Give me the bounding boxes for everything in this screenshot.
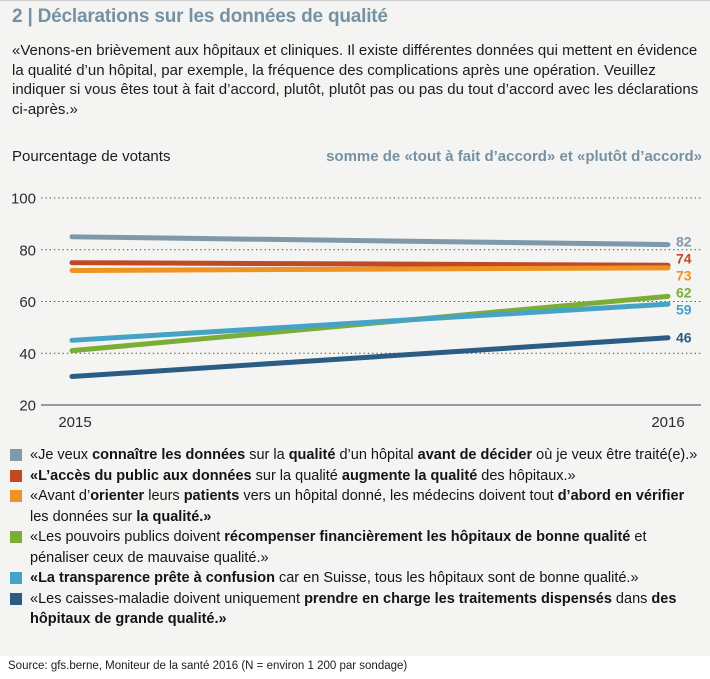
- legend-swatch: [10, 593, 22, 605]
- legend-item-4: [0, 568, 710, 589]
- y-tick-label: 100: [10, 190, 36, 208]
- legend-swatch: [10, 490, 22, 502]
- x-tick-label-2016: 2016: [651, 414, 685, 431]
- legend-swatch: [10, 531, 22, 543]
- legend-item-0: [0, 445, 710, 466]
- value-label-59: 59: [676, 301, 692, 318]
- legend-swatch: [10, 449, 22, 461]
- series-line-0: [72, 237, 668, 245]
- series-line-1: [72, 263, 668, 266]
- chart-subtitle: somme de «tout à fait d’accord» et «plutôt d’accord»: [326, 148, 702, 165]
- legend-item-5: [0, 589, 710, 630]
- legend-swatch: [10, 572, 22, 584]
- legend-item-3: [0, 527, 710, 568]
- legend-item-2: [0, 486, 710, 527]
- page-title: 2 | Déclarations sur les données de qualité: [12, 6, 388, 27]
- legend-item-1: [0, 466, 710, 487]
- y-tick-label: 40: [19, 345, 36, 363]
- series-line-2: [72, 268, 668, 271]
- legend-text: «La transparence prête à confusion car en Suisse, tous les hôpitaux sont de bonne qualité.»: [30, 570, 639, 586]
- legend-swatch: [10, 470, 22, 482]
- legend-text: «Avant d’orienter leurs patients vers un hôpital donné, les médecins doivent tout d’abord en vérifier les données sur la qualité.»: [30, 488, 685, 525]
- source-note: Source: gfs.berne, Moniteur de la santé 2016 (N = environ 1 200 par sondage): [8, 660, 408, 672]
- value-label-74: 74: [676, 250, 692, 267]
- legend-text: «Les caisses-maladie doivent uniquement prendre en charge les traitements dispensés dans des hôpitaux de grande qualité.»: [30, 590, 677, 627]
- chart-header: [12, 148, 702, 165]
- legend-text: «Les pouvoirs publics doivent récompenser financièrement les hôpitaux de bonne qualité et pénaliser ceux de mauvaise qualité.»: [30, 529, 647, 566]
- legend: [0, 445, 710, 630]
- y-tick-label: 20: [19, 397, 36, 415]
- value-label-62: 62: [676, 284, 692, 301]
- series-line-4: [72, 304, 668, 340]
- value-label-73: 73: [676, 267, 692, 284]
- x-tick-label-2015: 2015: [58, 414, 92, 431]
- y-axis-title: Pourcentage de votants: [12, 148, 171, 165]
- intro-quote: «Venons-en brièvement aux hôpitaux et cliniques. Il existe différentes données qui mettent en évidence la qualité d’un hôpital, par exemple, la fréquence des complications après une opération. Veuillez indiquer si vous êtes tout à fait d’accord, plutôt, plutôt pas ou pas du tout d’accord avec les déclarations ci-après.»: [12, 42, 699, 118]
- y-tick-label: 60: [19, 294, 36, 311]
- legend-text: «L’accès du public aux données sur la qualité augmente la qualité des hôpitaux.»: [30, 467, 576, 484]
- trend-chart: [0, 184, 710, 436]
- value-label-46: 46: [676, 329, 692, 346]
- y-tick-label: 80: [19, 242, 36, 260]
- value-label-82: 82: [676, 233, 692, 250]
- legend-text: «Je veux connaître les données sur la qualité d’un hôpital avant de décider où je veux être traité(e).»: [30, 447, 698, 463]
